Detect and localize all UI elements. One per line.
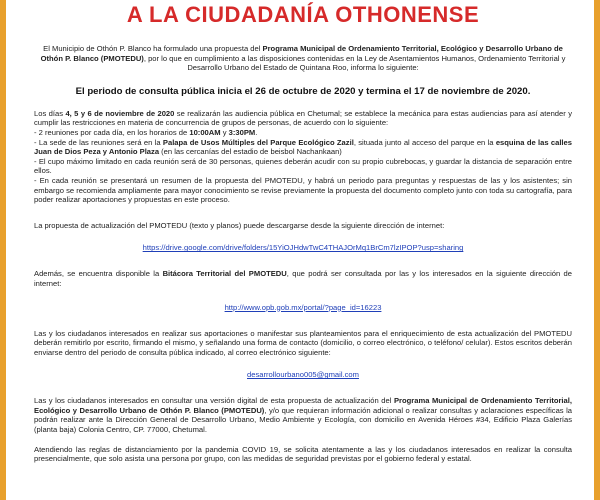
hearings-dates [34, 109, 572, 128]
bitacora-paragraph [34, 269, 572, 288]
schedule-text: y [220, 127, 229, 137]
printed-text: Las y los ciudadanos interesados en consultar una versión digital de esta propuesta de actualización del [34, 396, 394, 406]
venue-corner: esquina de las calles Juan de Dios Peza y Antonio Plaza [34, 137, 572, 157]
hearings-text: Los días [34, 108, 66, 118]
hearings-schedule [34, 128, 572, 138]
hearings-text: se realizarán las audiencia pública en Chetumal; se establece la mecánica para estas audiencias para así atender y cumplir las restricciones en materia de concurrencia de grupos de personas, de acuerdo con lo siguiente: [34, 108, 572, 128]
intro-text: El Municipio de Othón P. Blanco ha formulado una propuesta del [43, 44, 263, 53]
intro-program-name: Programa Municipal de Ordenamiento Territorial, Ecológico y Desarrollo Urbano de Othón P. Blanco (PMOTEDU) [40, 44, 563, 63]
bitacora-name: Bitácora Territorial del PMOTEDU [162, 269, 287, 279]
venue-text: (en las cercanías del estadio de beisbol Nachankaan) [159, 147, 342, 157]
consultation-period: El periodo de consulta pública inicia el 26 de octubre de 2020 y termina el 17 de noviembre de 2020. [75, 85, 531, 97]
intro-paragraph [34, 44, 572, 73]
bitacora-text: , que podrá ser consultada por las y los interesados en la siguiente dirección de internet: [34, 269, 572, 288]
printed-program-name: Programa Municipal de Ordenamiento Territorial, Ecológico y Desarrollo Urbano de Othón P. Blanco (PMOTEDU) [34, 396, 572, 415]
venue-text: , situada junto al acceso del parque en la [353, 137, 496, 147]
download-paragraph: La propuesta de actualización del PMOTEDU (texto y planos) puede descargarse desde la siguiente dirección de internet: [34, 220, 445, 230]
schedule-text: . [255, 127, 258, 137]
email-link[interactable]: desarrollourbano005@gmail.com [247, 370, 359, 380]
printed-version-paragraph [34, 396, 572, 434]
covid-paragraph: Atendiendo las reglas de distanciamiento por la pandemia COVID 19, se solicita atentamente a las y los ciudadanos interesados en realizar la consulta presencialmente, que solo asista una persona por grupo, con las medidas de seguridad previstas por el gobierno federal y estatal. [34, 444, 572, 464]
hearings-venue [34, 138, 572, 157]
schedule-text: - 2 reuniones por cada día, en los horarios de [34, 127, 190, 137]
venue-name: Palapa de Usos Múltiples del Parque Ecológico Zazil [162, 137, 354, 147]
bitacora-link[interactable]: http://www.opb.gob.mx/portal/?page_id=16223 [224, 302, 382, 312]
hearings-format: - En cada reunión se presentará un resumen de la propuesta del PMOTEDU, y habrá un periodo para preguntas y respuestas de las y los asistentes; sin embargo se recomienda ampliamente para mayor conocimiento se revise previamente la propuesta del documento completo junto con toda su cartografía, para poder realizar aportaciones y propuestas en este proceso. [34, 175, 572, 205]
download-link[interactable]: https://drive.google.com/drive/folders/15YiOJHdwTwC4THAJOrMq1BrCm7lzIPOP?usp=sharing [142, 243, 464, 253]
bitacora-text: Además, se encuentra disponible la [34, 269, 163, 279]
schedule-time-2: 3:30PM [228, 127, 256, 137]
hearings-date-range: 4, 5 y 6 de noviembre de 2020 [65, 108, 175, 118]
notice-page [6, 0, 594, 500]
hearings-capacity: - El cupo máximo limitado en cada reunión será de 30 personas, quienes deberán acudir con su propio cubrebocas, y guardar la distancia de separación entre ellos. [34, 156, 572, 176]
page-frame-right [594, 0, 600, 500]
hearings-paragraph [34, 109, 572, 205]
schedule-time-1: 10:00AM [189, 127, 221, 137]
venue-text: - La sede de las reuniones será en la [34, 137, 163, 147]
intro-text-rest: , por lo que en cumplimiento a las disposiciones contenidas en la Ley de Asentamientos Humanos, Ordenamiento Territorial y Desarrollo Urbano del Estado de Quintana Roo, informa lo siguiente: [143, 53, 566, 73]
page-title: A LA CIUDADANÍA OTHONENSE [126, 2, 480, 27]
contributions-paragraph: Las y los ciudadanos interesados en realizar sus aportaciones o manifestar sus planteamientos para el enriquecimiento de esta actualización del PMOTEDU deberán remitirlo por escrito, firmando el mismo, y señalando una forma de contacto (domicilio, o correo electrónico, o teléfono/ celular). Estos escritos deberán enviarse dentro del periodo de consulta pública indicado, al correo electrónico siguiente: [34, 328, 572, 357]
printed-text: , y/o que requieran información adicional o realizar consultas y aclaraciones específicas la podrán realizar ante la Dirección General de Desarrollo Urbano, Medio Ambiente y Ecología, con domicilio en Avenida Héroes #34, Edificio Plaza Galerías (planta baja) Colonia Centro, CP. 77000, Chetumal. [34, 405, 572, 435]
